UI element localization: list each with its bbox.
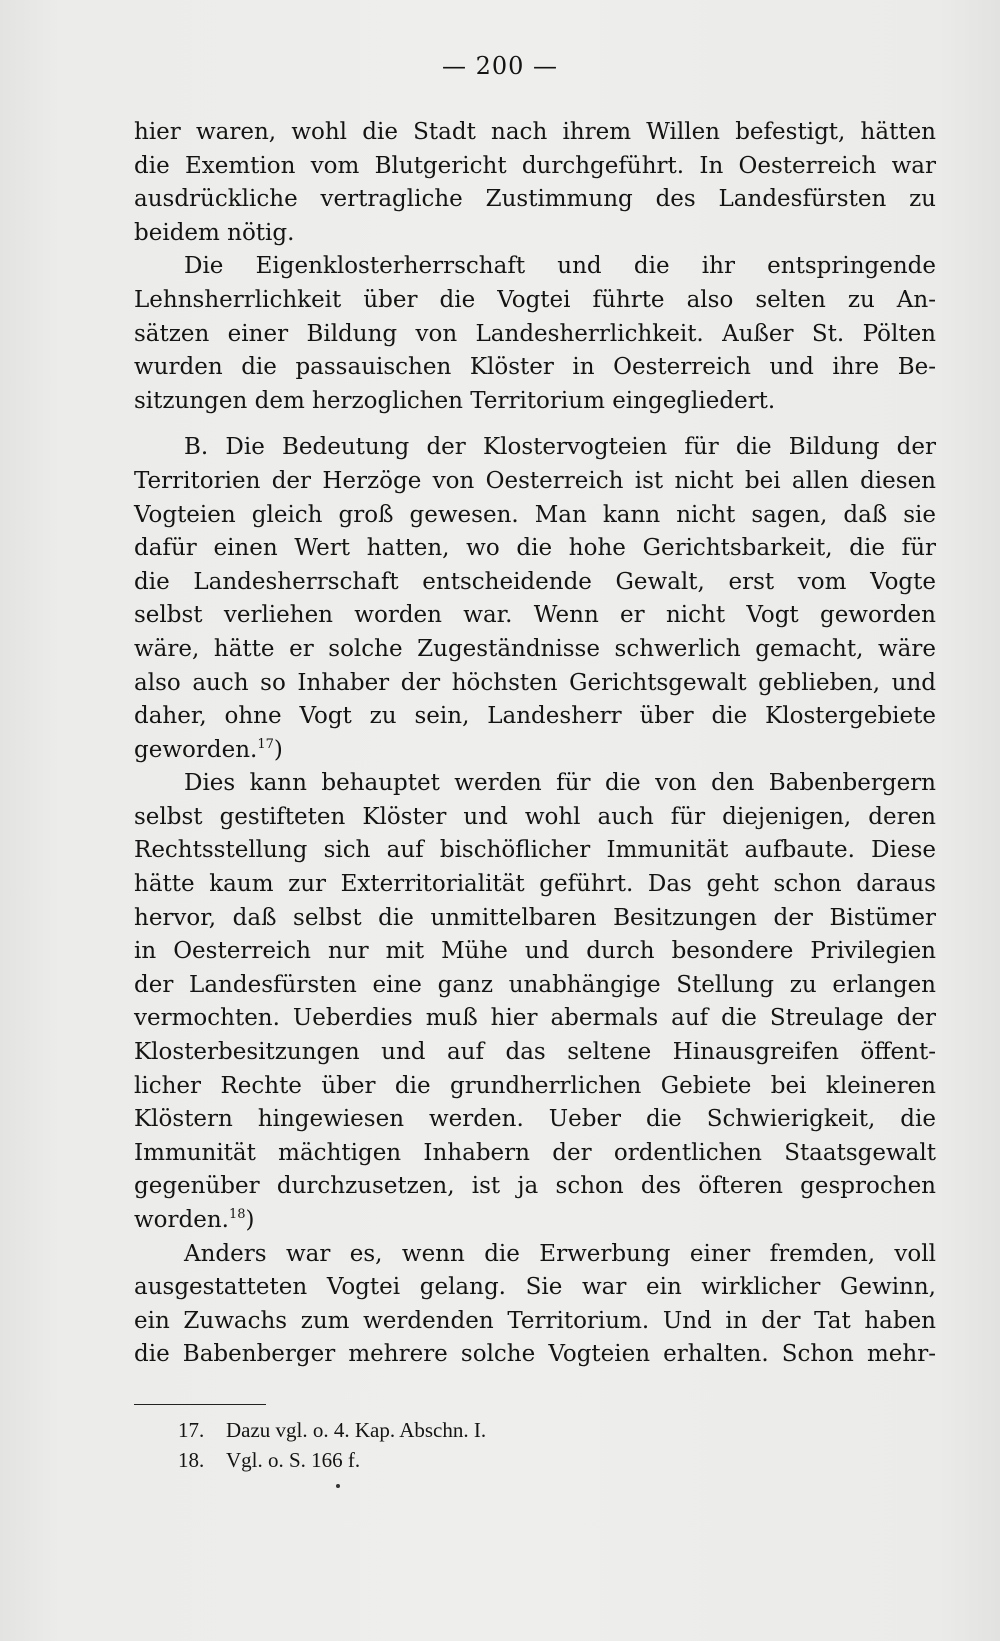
- text-line: Die Eigenklosterherrschaft und die ihr entspringende: [184, 253, 936, 280]
- footnote-18: [178, 1445, 878, 1475]
- text-line: sätzen einer Bildung von Landesherrlichkeit. Außer St. Pölten: [134, 320, 936, 347]
- text-line: Lehnsherrlichkeit über die Vogtei führte also selten zu An-: [134, 286, 936, 313]
- text-line: selbst gestifteten Klöster und wohl auch für diejenigen, deren: [134, 803, 936, 830]
- text-line: hier waren, wohl die Stadt nach ihrem Willen befestigt, hätten: [134, 119, 936, 145]
- text-line: Territorien der Herzöge von Oesterreich ist nicht bei allen diesen: [134, 467, 936, 494]
- text-line: [134, 1204, 936, 1238]
- paper-speck: [336, 1484, 340, 1488]
- text-line: B. Die Bedeutung der Klostervogteien für die Bildung der: [184, 434, 936, 461]
- text-line: ausdrückliche vertragliche Zustimmung des Landesfürsten zu: [134, 186, 936, 213]
- footnote-number: 18.: [178, 1448, 205, 1472]
- text-line: wurden die passauischen Klöster in Oesterreich und ihre Be-: [134, 354, 936, 381]
- text-line: Rechtsstellung sich auf bischöflicher Immunität aufbaute. Diese: [134, 837, 936, 864]
- footnote-divider: [134, 1404, 266, 1405]
- text-line: gegenüber durchzusetzen, ist ja schon des öfteren gesprochen: [134, 1173, 936, 1200]
- footnote-17: [178, 1415, 878, 1445]
- text-line: [134, 734, 936, 768]
- text-line-content: worden.: [134, 1207, 229, 1233]
- text-line: daher, ohne Vogt zu sein, Landesherr über die Klostergebiete: [134, 703, 936, 730]
- text-line: Klöstern hingewiesen werden. Ueber die Schwierigkeit, die: [134, 1106, 936, 1133]
- text-line: Klosterbesitzungen und auf das seltene Hinausgreifen öffent-: [134, 1039, 936, 1066]
- footnote-text: Vgl. o. S. 166 f.: [226, 1448, 361, 1472]
- text-line: dafür einen Wert hatten, wo die hohe Gerichtsbarkeit, die für: [134, 535, 936, 562]
- text-line: wäre, hätte er solche Zugeständnisse schwerlich gemacht, wäre: [134, 635, 936, 662]
- text-line: der Landesfürsten eine ganz unabhängige Stellung zu erlangen: [134, 971, 936, 998]
- text-line: Immunität mächtigen Inhabern der ordentlichen Staatsgewalt: [134, 1139, 936, 1166]
- footnote-ref-18: 18: [229, 1207, 246, 1222]
- text-line: die Landesherrschaft entscheidende Gewalt, erst vom Vogte: [134, 568, 936, 595]
- footnote-ref-paren: ): [273, 736, 283, 763]
- text-line: Vogteien gleich groß gewesen. Man kann nicht sagen, daß sie: [134, 501, 936, 528]
- footnote-ref-paren: ): [245, 1207, 255, 1233]
- text-line: ein Zuwachs zum werdenden Territorium. Und in der Tat haben: [134, 1307, 936, 1334]
- text-line: Anders war es, wenn die Erwerbung einer fremden, voll: [184, 1240, 936, 1267]
- text-line: Dies kann behauptet werden für die von den Babenbergern: [184, 770, 936, 797]
- text-line: also auch so Inhaber der höchsten Gerichtsgewalt geblieben, und: [134, 669, 936, 696]
- page-number: — 200 —: [441, 52, 559, 80]
- text-line: licher Rechte über die grundherrlichen Gebiete bei kleineren: [134, 1072, 936, 1099]
- text-line: sitzungen dem herzoglichen Territorium eingegliedert.: [134, 387, 776, 414]
- text-line-content: geworden.: [134, 736, 258, 763]
- text-line: in Oesterreich nur mit Mühe und durch besondere Privilegien: [134, 938, 936, 965]
- text-line: hätte kaum zur Exterritorialität geführt. Das geht schon daraus: [134, 871, 936, 898]
- text-line: hervor, daß selbst die unmittelbaren Besitzungen der Bistümer: [134, 904, 936, 931]
- body-text: [134, 116, 936, 1372]
- footnote-text: Dazu vgl. o. 4. Kap. Abschn. I.: [226, 1418, 487, 1442]
- footnote-ref-17: 17: [257, 736, 274, 752]
- text-line: die Exemtion vom Blutgericht durchgeführt. In Oesterreich war: [134, 152, 936, 179]
- text-line: ausgestatteten Vogtei gelang. Sie war ein wirklicher Gewinn,: [134, 1274, 936, 1301]
- text-line: vermochten. Ueberdies muß hier abermals auf die Streulage der: [134, 1005, 936, 1032]
- text-line: selbst verliehen worden war. Wenn er nicht Vogt geworden: [134, 602, 936, 629]
- footnote-number: 17.: [178, 1418, 205, 1442]
- footnotes: [178, 1415, 878, 1475]
- text-line: beidem nötig.: [134, 219, 295, 246]
- text-line: die Babenberger mehrere solche Vogteien erhalten. Schon mehr-: [134, 1341, 936, 1368]
